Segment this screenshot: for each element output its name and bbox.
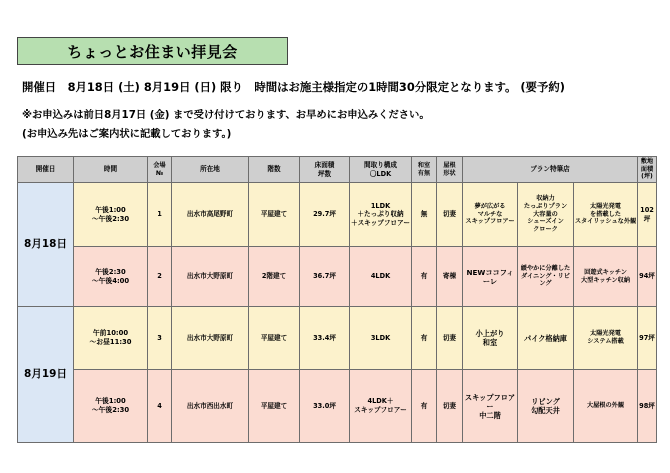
time-cell: 午後1:00 ～午後2:30: [74, 183, 148, 247]
plan-feature-cell: 太陽光発電 を搭載した スタイリッシュな外観: [574, 183, 638, 247]
layout-cell: 3LDK: [350, 307, 412, 370]
floors-cell: 2階建て: [249, 247, 300, 307]
roof-cell: 寄棟: [437, 247, 463, 307]
japanese-room-cell: 無: [412, 183, 437, 247]
floor-area-cell: 33.0坪: [300, 370, 350, 443]
plan-feature-cell: NEWココフィーレ: [463, 247, 518, 307]
japanese-room-cell: 有: [412, 247, 437, 307]
layout-cell: 4LDK＋ スキップフロアー: [350, 370, 412, 443]
table-row: [18, 370, 657, 443]
header-floor-area: 床面積 坪数: [300, 157, 350, 183]
plan-feature-cell: 太陽光発電 システム搭載: [574, 307, 638, 370]
venue-no-cell: 1: [148, 183, 172, 247]
header-layout: 間取り構成 〇LDK: [350, 157, 412, 183]
table-row: [18, 307, 657, 370]
event-dates-line: 開催日 8月18日 (土) 8月19日 (日) 限り 時間はお施主様指定の1時間30分限定となります。 (要予約): [22, 80, 565, 94]
location-cell: 出水市高尾野町: [172, 183, 249, 247]
date-cell-aug18: 8月18日: [18, 183, 74, 307]
table-row: [18, 247, 657, 307]
land-area-cell: 102坪: [638, 183, 657, 247]
header-plan-features: プラン特筆店: [463, 157, 638, 183]
land-area-cell: 94坪: [638, 247, 657, 307]
plan-feature-cell: パイク格納庫: [518, 307, 574, 370]
header-time: 時間: [74, 157, 148, 183]
header-japanese-room: 和室 有無: [412, 157, 437, 183]
page-title: ちょっとお住まい拝見会: [17, 37, 288, 65]
venue-no-cell: 3: [148, 307, 172, 370]
header-roof: 屋根 形状: [437, 157, 463, 183]
venue-no-cell: 2: [148, 247, 172, 307]
time-cell: 午後1:00 ～午後2:30: [74, 370, 148, 443]
land-area-cell: 97坪: [638, 307, 657, 370]
japanese-room-cell: 有: [412, 370, 437, 443]
floor-area-cell: 36.7坪: [300, 247, 350, 307]
open-house-schedule-table: [17, 156, 657, 443]
plan-feature-cell: 収納力 たっぷりプラン 大容量の シューズイン クローク: [518, 183, 574, 247]
location-cell: 出水市西出水町: [172, 370, 249, 443]
roof-cell: 切妻: [437, 183, 463, 247]
table-header-row: [18, 157, 657, 183]
time-cell: 午前10:00 ～お昼11:30: [74, 307, 148, 370]
floors-cell: 平屋建て: [249, 307, 300, 370]
roof-cell: 切妻: [437, 307, 463, 370]
plan-feature-cell: 大屋根の外観: [574, 370, 638, 443]
floor-area-cell: 33.4坪: [300, 307, 350, 370]
reservation-contact-line: (お申込み先はご案内状に記載しております。): [22, 128, 232, 140]
floors-cell: 平屋建て: [249, 370, 300, 443]
plan-feature-cell: 回遊式キッチン 大型キッチン収納: [574, 247, 638, 307]
plan-feature-cell: 緩やかに分離した ダイニング・リビング: [518, 247, 574, 307]
plan-feature-cell: 小上がり 和室: [463, 307, 518, 370]
plan-feature-cell: リビング 勾配天井: [518, 370, 574, 443]
venue-no-cell: 4: [148, 370, 172, 443]
plan-feature-cell: 夢が広がる マルチな スキップフロアー: [463, 183, 518, 247]
location-cell: 出水市大野原町: [172, 307, 249, 370]
layout-cell: 1LDK ＋たっぷり収納 ＋スキップフロアー: [350, 183, 412, 247]
header-location: 所在地: [172, 157, 249, 183]
date-cell-aug19: 8月19日: [18, 307, 74, 443]
floors-cell: 平屋建て: [249, 183, 300, 247]
plan-feature-cell: スキップフロアー 中二階: [463, 370, 518, 443]
header-land-area: 敷地 面積 (坪): [638, 157, 657, 183]
floor-area-cell: 29.7坪: [300, 183, 350, 247]
header-floors: 階数: [249, 157, 300, 183]
layout-cell: 4LDK: [350, 247, 412, 307]
location-cell: 出水市大野原町: [172, 247, 249, 307]
japanese-room-cell: 有: [412, 307, 437, 370]
land-area-cell: 98坪: [638, 370, 657, 443]
table-row: [18, 183, 657, 247]
header-date: 開催日: [18, 157, 74, 183]
time-cell: 午後2:30 ～午後4:00: [74, 247, 148, 307]
header-venue-no: 会場 №: [148, 157, 172, 183]
reservation-deadline-line: ※お申込みは前日8月17日 (金) まで受け付けております、お早めにお申込みください。: [22, 109, 430, 121]
roof-cell: 切妻: [437, 370, 463, 443]
